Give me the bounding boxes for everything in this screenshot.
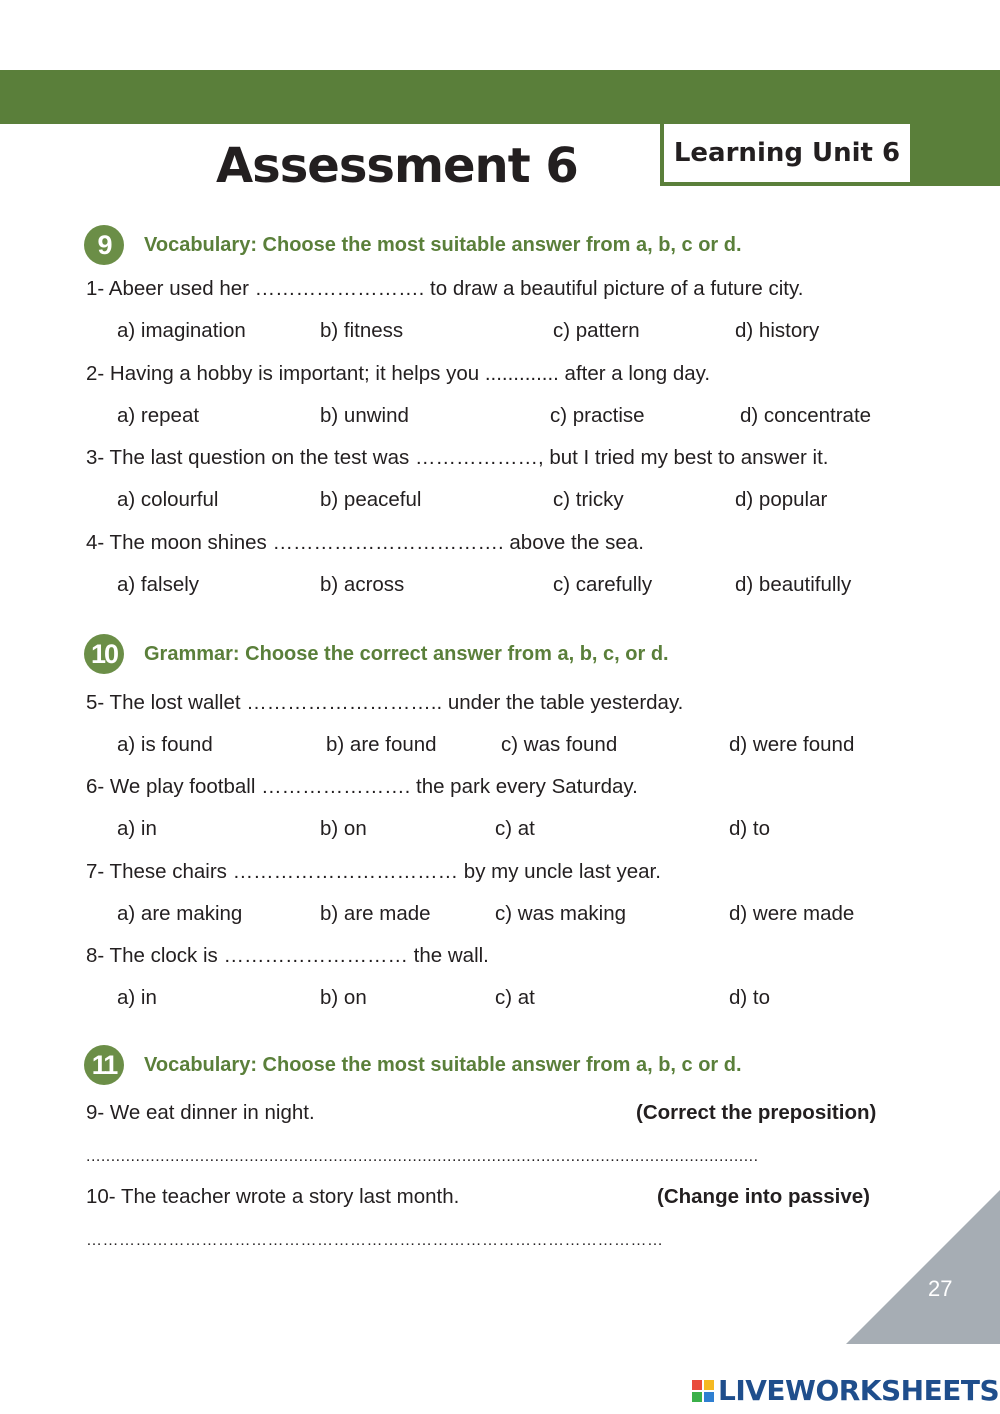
option-6a[interactable]: a) in bbox=[117, 817, 157, 840]
option-2a[interactable]: a) repeat bbox=[117, 404, 200, 427]
header-band bbox=[0, 70, 1000, 124]
question-9: 9- We eat dinner in night. bbox=[86, 1101, 315, 1124]
option-7b[interactable]: b) are made bbox=[320, 902, 431, 925]
option-2b[interactable]: b) unwind bbox=[320, 404, 409, 427]
answer-line-9[interactable]: ........................................................................................................................................ bbox=[86, 1148, 759, 1165]
question-2: 2- Having a hobby is important; it helps you ............. after a long day. bbox=[86, 362, 711, 385]
learning-unit-label: Learning Unit 6 bbox=[660, 124, 910, 182]
page-corner-triangle bbox=[846, 1190, 1000, 1344]
option-5a[interactable]: a) is found bbox=[117, 733, 213, 756]
option-6b[interactable]: b) on bbox=[320, 817, 367, 840]
question-10-instruction: (Change into passive) bbox=[657, 1185, 871, 1208]
section-title: Vocabulary: Choose the most suitable answer from a, b, c or d. bbox=[144, 1053, 742, 1076]
option-4b[interactable]: b) across bbox=[320, 573, 405, 596]
option-1c[interactable]: c) pattern bbox=[553, 319, 640, 342]
section-title: Vocabulary: Choose the most suitable answer from a, b, c or d. bbox=[144, 233, 742, 256]
question-10: 10- The teacher wrote a story last month. bbox=[86, 1185, 460, 1208]
option-7c[interactable]: c) was making bbox=[495, 902, 627, 925]
brand-name: LIVEWORKSHEETS bbox=[718, 1374, 1000, 1407]
section-title: Grammar: Choose the correct answer from a, b, c, or d. bbox=[144, 642, 669, 665]
section-9-header bbox=[84, 225, 742, 265]
option-4c[interactable]: c) carefully bbox=[553, 573, 653, 596]
logo-grid-icon bbox=[692, 1380, 714, 1402]
question-8: 8- The clock is ……………………… the wall. bbox=[86, 944, 489, 967]
option-3a[interactable]: a) colourful bbox=[117, 488, 219, 511]
section-number-badge: 9 bbox=[84, 225, 124, 265]
question-5: 5- The lost wallet ……………………….. under the table yesterday. bbox=[86, 691, 684, 714]
option-7a[interactable]: a) are making bbox=[117, 902, 243, 925]
option-1d[interactable]: d) history bbox=[735, 319, 820, 342]
option-3b[interactable]: b) peaceful bbox=[320, 488, 422, 511]
option-4d[interactable]: d) beautifully bbox=[735, 573, 852, 596]
question-3: 3- The last question on the test was ………………, but I tried my best to answer it. bbox=[86, 446, 829, 469]
section-number-badge: 10 bbox=[84, 634, 124, 674]
option-2c[interactable]: c) practise bbox=[550, 404, 645, 427]
question-4: 4- The moon shines ……………………………. above the sea. bbox=[86, 531, 644, 554]
page-number: 27 bbox=[928, 1276, 953, 1301]
option-6c[interactable]: c) at bbox=[495, 817, 535, 840]
section-number-badge: 11 bbox=[84, 1045, 124, 1085]
option-8c[interactable]: c) at bbox=[495, 986, 535, 1009]
option-4a[interactable]: a) falsely bbox=[117, 573, 200, 596]
option-1a[interactable]: a) imagination bbox=[117, 319, 246, 342]
question-1: 1- Abeer used her ……………………. to draw a beautiful picture of a future city. bbox=[86, 277, 804, 300]
option-5d[interactable]: d) were found bbox=[729, 733, 855, 756]
option-8d[interactable]: d) to bbox=[729, 986, 771, 1009]
section-11-header bbox=[84, 1045, 742, 1085]
option-8b[interactable]: b) on bbox=[320, 986, 367, 1009]
option-8a[interactable]: a) in bbox=[117, 986, 157, 1009]
option-2d[interactable]: d) concentrate bbox=[740, 404, 872, 427]
page-title: Assessment 6 bbox=[216, 138, 578, 194]
question-7: 7- These chairs …………………………… by my uncle last year. bbox=[86, 860, 661, 883]
answer-line-10[interactable]: …………………………………………………………………………………………… bbox=[86, 1232, 664, 1249]
option-5b[interactable]: b) are found bbox=[326, 733, 437, 756]
option-5c[interactable]: c) was found bbox=[501, 733, 618, 756]
section-10-header bbox=[84, 634, 669, 674]
option-1b[interactable]: b) fitness bbox=[320, 319, 404, 342]
option-6d[interactable]: d) to bbox=[729, 817, 771, 840]
liveworksheets-logo bbox=[692, 1374, 999, 1407]
option-3d[interactable]: d) popular bbox=[735, 488, 828, 511]
option-7d[interactable]: d) were made bbox=[729, 902, 855, 925]
question-6: 6- We play football …………………. the park every Saturday. bbox=[86, 775, 638, 798]
question-9-instruction: (Correct the preposition) bbox=[636, 1101, 877, 1124]
option-3c[interactable]: c) tricky bbox=[553, 488, 624, 511]
